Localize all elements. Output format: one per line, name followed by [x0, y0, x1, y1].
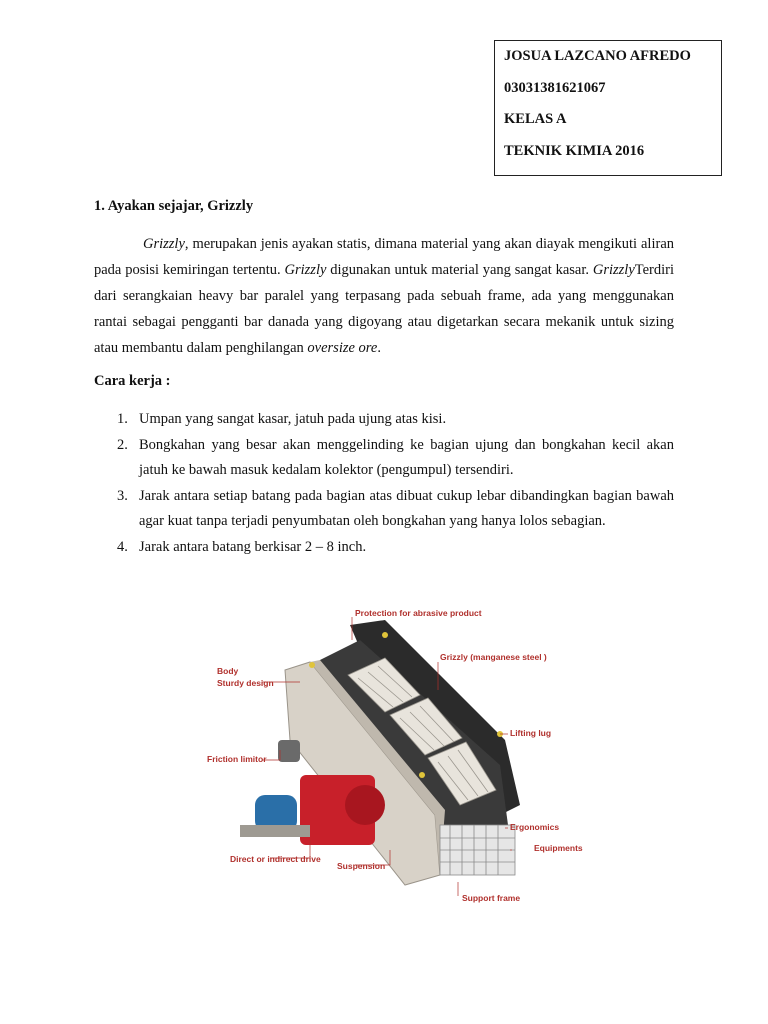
drive-flywheel — [345, 785, 385, 825]
student-info-box — [494, 40, 722, 176]
support-frame — [440, 825, 515, 875]
label-grizzly: Grizzly (manganese steel ) — [440, 652, 547, 662]
label-friction-limitor: Friction limitor — [207, 754, 267, 764]
paragraph-text-1: , merupakan jenis ayakan statis, dimana material yang akan diayak mengikuti aliran pada posisi kemiringan tertentu. — [94, 236, 674, 278]
how-it-works-heading: Cara kerja : — [94, 373, 171, 389]
step-text: Jarak antara setiap batang pada bagian atas dibuat cukup lebar dibandingkan bagian bawah agar kuat tanpa terjadi penyumbatan oleh bongkahan yang hanya lolos sebagian. — [139, 487, 674, 529]
grizzly-diagram — [200, 600, 600, 910]
list-item — [94, 433, 674, 484]
label-sturdy-design: Sturdy design — [217, 678, 274, 688]
label-suspension: Suspension — [337, 861, 386, 871]
step-text: Umpan yang sangat kasar, jatuh pada ujung atas kisi. — [139, 411, 447, 427]
step-number: 2. — [117, 436, 128, 453]
step-text: Jarak antara batang berkisar 2 – 8 inch. — [139, 538, 367, 555]
friction-limitor — [278, 740, 300, 762]
paragraph-text-3: Terdiri dari serangkaian heavy bar paralel yang terpasang pada sebuah frame, ada yang menggunakan rantai sebagai pengganti bar danada yang digoyang atau digetarkan secara mekanik untuk sizing atau membantu dalam penghilangan — [94, 262, 675, 356]
student-name: JOSUA LAZCANO AFREDO — [504, 48, 691, 64]
label-protection: Protection for abrasive product — [355, 608, 482, 618]
list-item — [94, 407, 674, 433]
list-item — [94, 484, 674, 535]
paragraph-text-2: digunakan untuk material yang sangat kasar. — [326, 262, 593, 278]
term-oversize-ore: oversize ore — [307, 340, 378, 356]
steps-list — [94, 407, 674, 560]
term-grizzly: Grizzly — [284, 262, 327, 278]
label-lifting-lug: Lifting lug — [510, 728, 552, 738]
drive-motor-base — [240, 825, 310, 837]
student-program: TEKNIK KIMIA 2016 — [504, 142, 645, 159]
label-body: Body — [217, 666, 239, 676]
student-id: 03031381621067 — [504, 79, 606, 96]
label-drive: Direct or indirect drive — [230, 854, 321, 864]
step-number: 1. — [117, 411, 128, 427]
step-number: 4. — [117, 538, 128, 555]
paragraph-text-4: . — [377, 340, 381, 356]
label-ergonomics: Ergonomics — [510, 822, 560, 832]
section-heading: 1. Ayakan sejajar, Grizzly — [94, 198, 254, 214]
list-item — [94, 535, 674, 561]
step-text: Bongkahan yang besar akan menggelinding ke bagian ujung dan bongkahan kecil akan jatuh ke bawah masuk kedalam kolektor (pengumpul) tersendiri. — [139, 436, 674, 478]
term-grizzly: Grizzly — [592, 262, 635, 278]
term-grizzly: Grizzly — [143, 236, 185, 252]
intro-paragraph — [94, 231, 674, 361]
student-class: KELAS A — [504, 111, 567, 127]
step-number: 3. — [117, 487, 128, 504]
label-equipments: Equipments — [534, 843, 583, 853]
label-support-frame: Support frame — [462, 893, 521, 903]
